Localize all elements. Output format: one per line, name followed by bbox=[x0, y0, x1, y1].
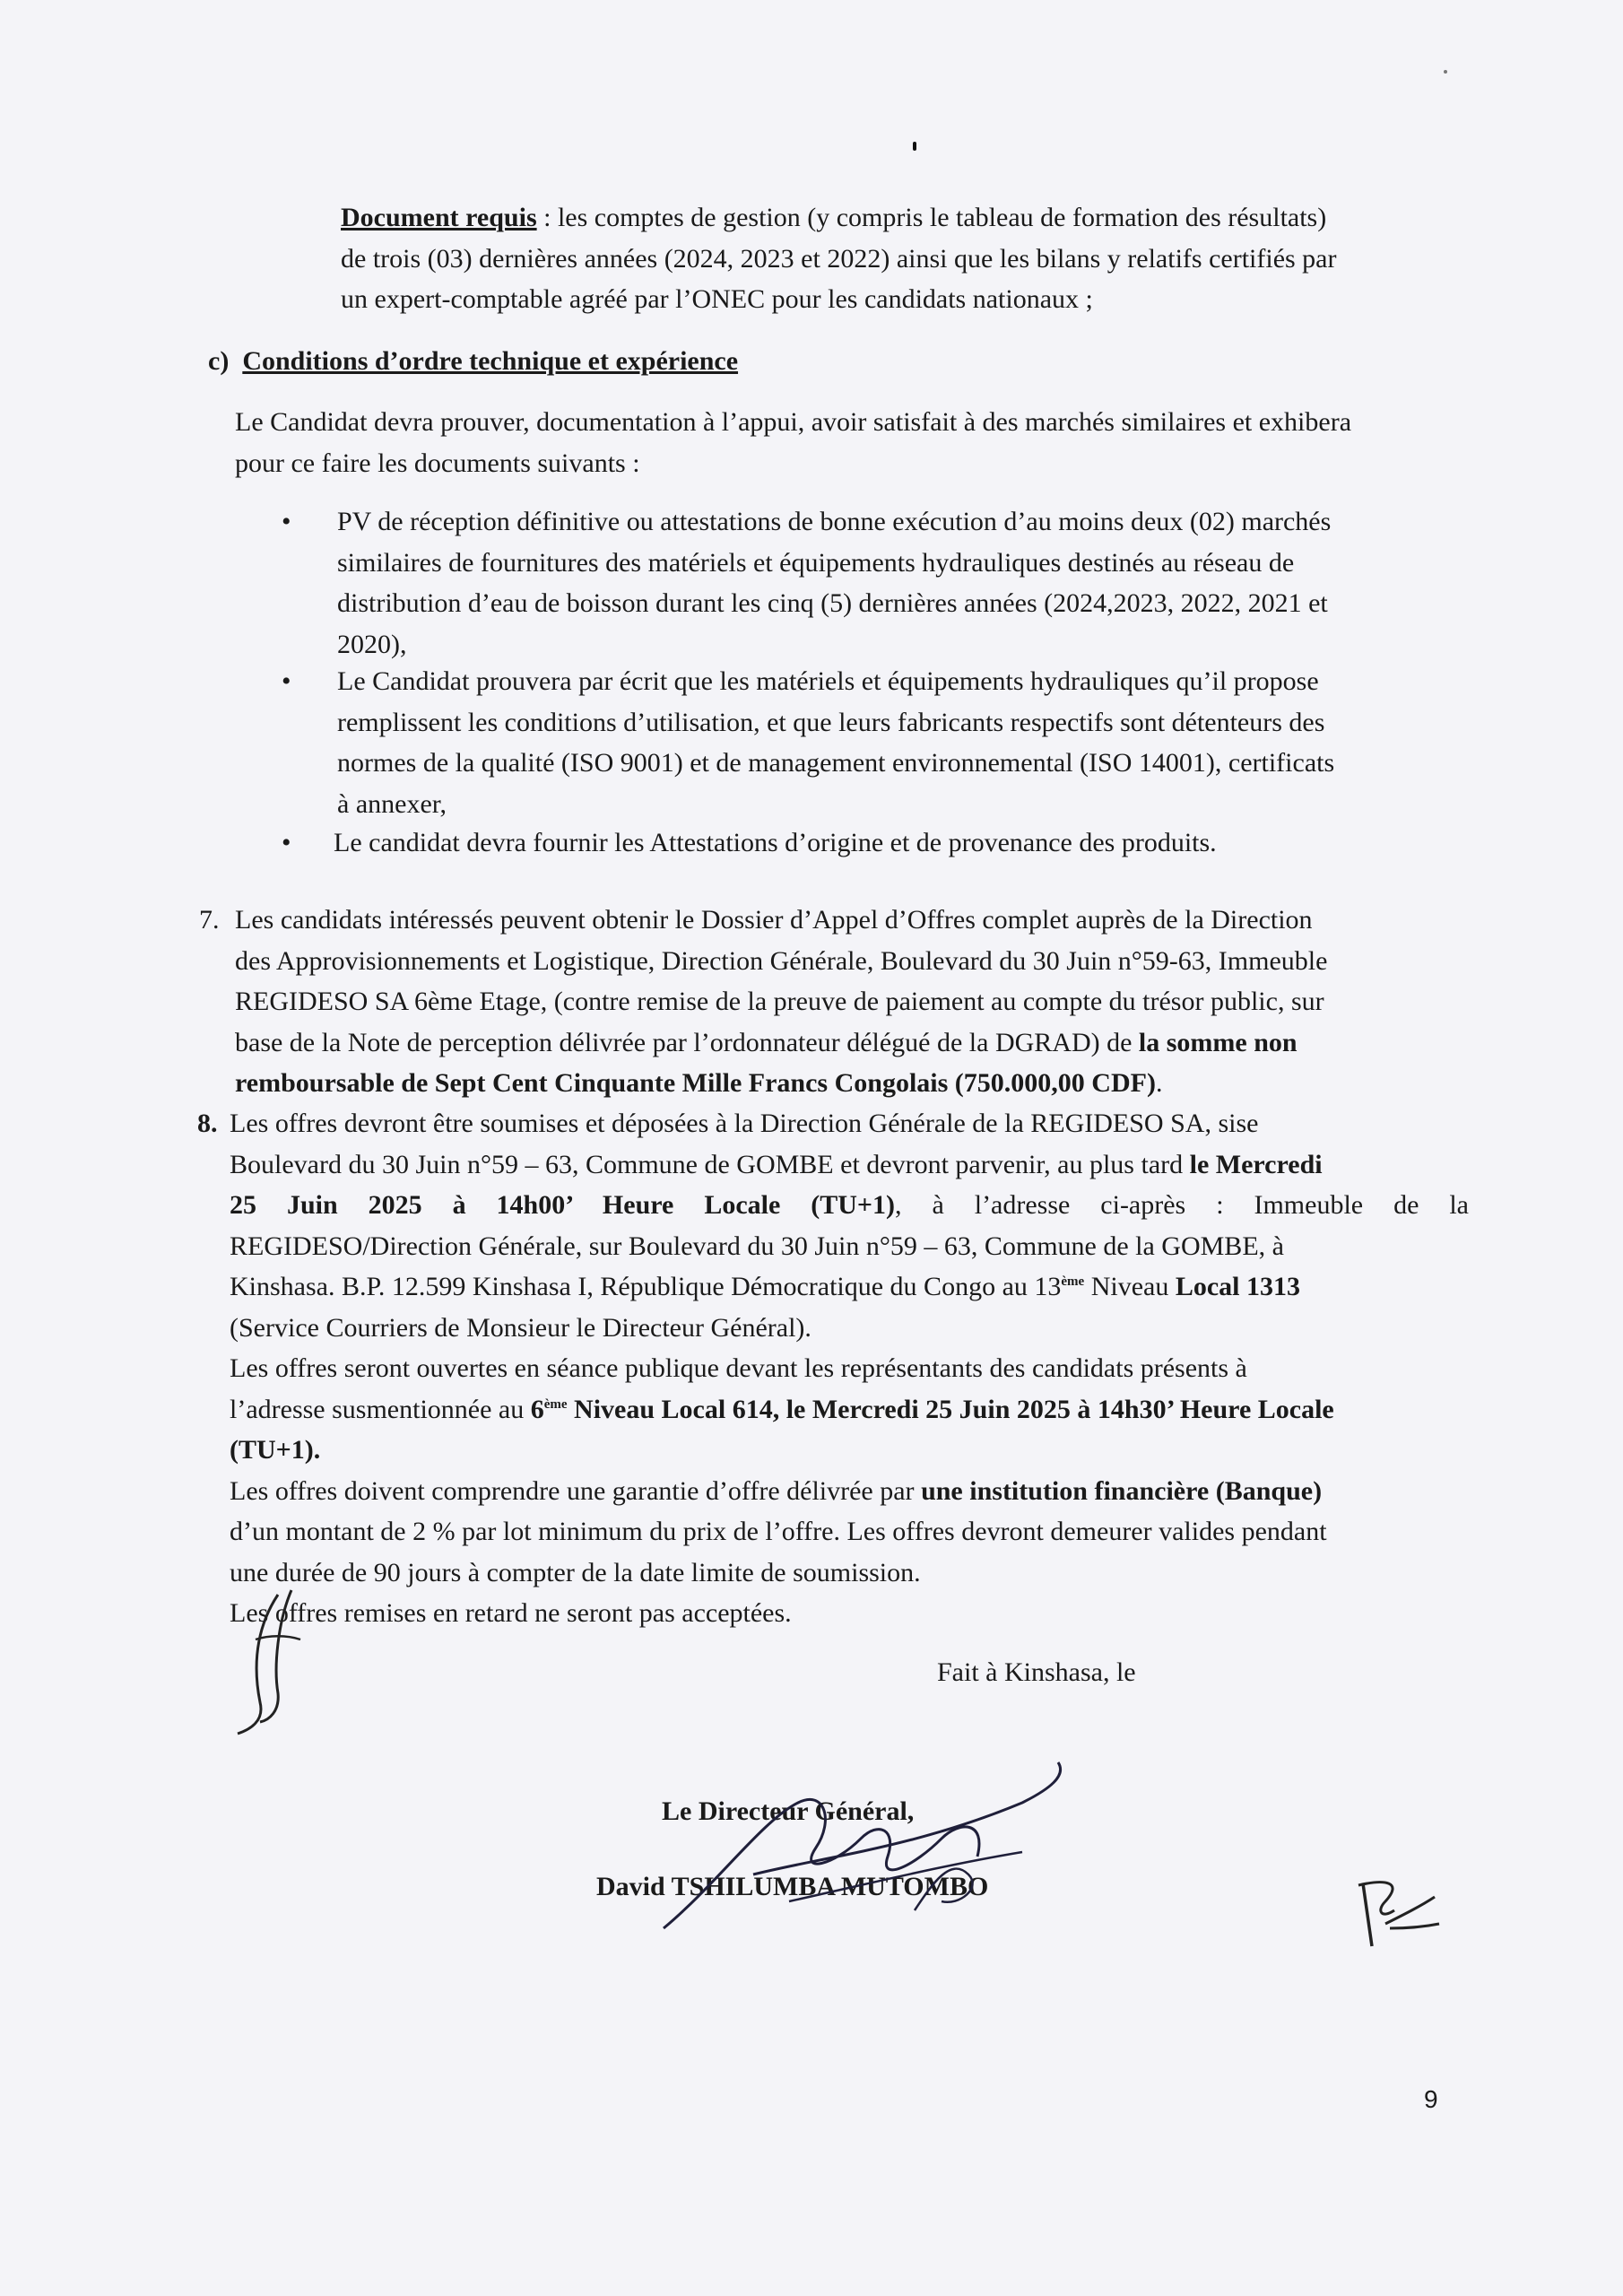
item-7-line-4: base de la Note de perception délivrée par l’ordonnateur délégué de la DGRAD) de bbox=[235, 1027, 1139, 1057]
bullet-glyph: • bbox=[282, 507, 291, 536]
item-8-local: Local 1313 bbox=[1175, 1272, 1301, 1301]
bullet-1-line-4: 2020), bbox=[337, 629, 407, 659]
page-number: 9 bbox=[1424, 2085, 1438, 2113]
paraphe-signature-icon bbox=[1350, 1874, 1448, 1955]
bullet-item bbox=[337, 661, 1474, 824]
document-requis-label: Document requis bbox=[341, 203, 537, 232]
item-7-line-4-bold: la somme non bbox=[1138, 1027, 1298, 1057]
initials-signature-icon bbox=[224, 1586, 332, 1738]
director-signature-icon bbox=[646, 1749, 1112, 1946]
item-8-opening-line-2: l’adresse susmentionnée au bbox=[230, 1394, 531, 1424]
bullet-1-line-2: similaires de fournitures des matériels et équipements hydrauliques destinés au réseau de bbox=[337, 547, 1295, 578]
bullet-2-line-4: à annexer, bbox=[337, 788, 447, 819]
item-8-number: 8. bbox=[197, 1109, 218, 1138]
item-7-line-2: des Approvisionnements et Logistique, Direction Générale, Boulevard du 30 Juin n°59-63, Immeuble bbox=[235, 945, 1328, 976]
bullet-1-line-3: distribution d’eau de boisson durant les cinq (5) dernières années (2024,2023, 2022, 2021 et bbox=[337, 588, 1328, 618]
signatory-name: David TSHILUMBA MUTOMBO bbox=[596, 1872, 989, 1901]
bullet-2-line-1: Le Candidat prouvera par écrit que les matériels et équipements hydrauliques qu’il propose bbox=[337, 666, 1319, 696]
item-8-opening-line-3: (TU+1). bbox=[230, 1435, 321, 1465]
item-8-opening-line-1: Les offres seront ouvertes en séance publique devant les représentants des candidats présents à bbox=[230, 1353, 1247, 1383]
item-7-paragraph bbox=[235, 900, 1465, 1104]
item-8-paragraph bbox=[230, 1103, 1469, 1634]
document-requis-line-2: de trois (03) dernières années (2024, 2023 et 2022) ainsi que les bilans y relatifs certifiés par bbox=[341, 243, 1337, 274]
item-8-line-4: REGIDESO/Direction Générale, sur Boulevard du 30 Juin n°59 – 63, Commune de la GOMBE, à bbox=[230, 1231, 1284, 1261]
item-7-line-3: REGIDESO SA 6ème Etage, (contre remise de la preuve de paiement au compte du trésor public, sur bbox=[235, 987, 1324, 1016]
item-7-number: 7. bbox=[199, 905, 220, 935]
section-c-intro-line-1: Le Candidat devra prouver, documentation à l’appui, avoir satisfait à des marchés similaires et exhibera bbox=[235, 407, 1352, 437]
item-8-line-5-after: Niveau bbox=[1084, 1272, 1176, 1301]
item-8-opening-floor: 6 bbox=[530, 1394, 544, 1424]
item-8-sup: ème bbox=[1061, 1274, 1085, 1289]
bullet-item bbox=[337, 501, 1474, 665]
signatory-title: Le Directeur Général, bbox=[662, 1796, 915, 1826]
section-c-intro bbox=[235, 402, 1481, 483]
item-8-line-6: (Service Courriers de Monsieur le Directeur Général). bbox=[230, 1312, 812, 1343]
item-8-opening-bold: Niveau Local 614, le Mercredi 25 Juin 2025 à 14h30’ Heure Locale bbox=[567, 1394, 1334, 1424]
section-c-title: Conditions d’ordre technique et expérience bbox=[242, 346, 739, 376]
document-requis-paragraph bbox=[341, 197, 1473, 320]
item-8-line-2: Boulevard du 30 Juin n°59 – 63, Commune de GOMBE et devront parvenir, au plus tard bbox=[230, 1149, 1190, 1179]
document-requis-line-3: un expert-comptable agréé par l’ONEC pour les candidats nationaux ; bbox=[341, 284, 1093, 314]
bullet-glyph: • bbox=[282, 666, 291, 696]
section-c-marker: c) bbox=[208, 346, 230, 376]
bullet-glyph: • bbox=[282, 828, 291, 857]
item-7-line-5-end: . bbox=[1155, 1068, 1163, 1098]
bullet-item bbox=[334, 822, 1481, 864]
section-c-heading bbox=[208, 341, 738, 382]
item-8-guarantee-line-1: Les offres doivent comprendre une garantie d’offre délivrée par bbox=[230, 1475, 922, 1506]
item-8-deadline: 25 Juin 2025 à 14h00’ Heure Locale (TU+1) bbox=[230, 1190, 895, 1220]
section-c-intro-line-2: pour ce faire les documents suivants : bbox=[235, 448, 640, 478]
item-8-line-3: , à l’adresse ci-après : Immeuble de la bbox=[895, 1190, 1469, 1220]
place-date: Fait à Kinshasa, le bbox=[937, 1657, 1136, 1687]
item-8-opening-sup: ème bbox=[543, 1396, 568, 1412]
item-8-guarantee-line-3: une durée de 90 jours à compter de la date limite de soumission. bbox=[230, 1557, 921, 1587]
item-8-line-5: Kinshasa. B.P. 12.599 Kinshasa I, République Démocratique du Congo au 13 bbox=[230, 1272, 1062, 1301]
bullet-2-line-2: remplissent les conditions d’utilisation, et que leurs fabricants respectifs sont détenteurs des bbox=[337, 707, 1325, 737]
item-8-line-2-bold: le Mercredi bbox=[1189, 1149, 1323, 1179]
item-8-guarantee-line-2: d’un montant de 2 % par lot minimum du prix de l’offre. Les offres devront demeurer valides pendant bbox=[230, 1517, 1327, 1546]
document-requis-line-1: : les comptes de gestion (y compris le tableau de formation des résultats) bbox=[536, 203, 1327, 232]
item-7-line-1: Les candidats intéressés peuvent obtenir le Dossier d’Appel d’Offres complet auprès de la Direction bbox=[235, 905, 1313, 935]
item-8-late-offers: Les offres remises en retard ne seront pas acceptées. bbox=[230, 1598, 792, 1628]
item-8-guarantee-bold: une institution financière (Banque) bbox=[921, 1475, 1323, 1506]
bullet-3-line-1: Le candidat devra fournir les Attestations d’origine et de provenance des produits. bbox=[334, 828, 1217, 857]
bullet-1-line-1: PV de réception définitive ou attestations de bonne exécution d’au moins deux (02) marchés bbox=[337, 507, 1332, 536]
bullet-2-line-3: normes de la qualité (ISO 9001) et de management environnemental (ISO 14001), certificats bbox=[337, 748, 1335, 778]
item-7-amount: remboursable de Sept Cent Cinquante Mille Francs Congolais (750.000,00 CDF) bbox=[235, 1068, 1156, 1098]
scan-mark bbox=[1444, 70, 1447, 74]
scan-mark bbox=[913, 142, 916, 151]
item-8-line-1: Les offres devront être soumises et déposées à la Direction Générale de la REGIDESO SA, sise bbox=[230, 1109, 1259, 1138]
